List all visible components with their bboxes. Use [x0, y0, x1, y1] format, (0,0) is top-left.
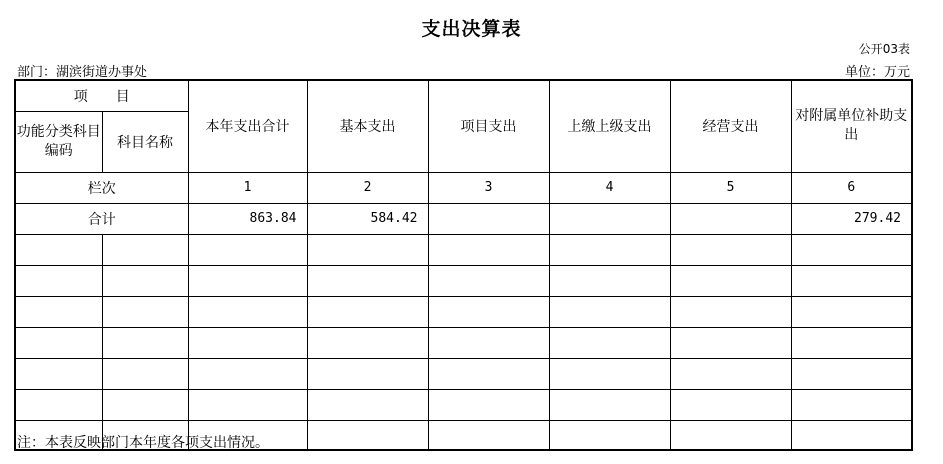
- empty-cell: [549, 296, 670, 327]
- empty-cell: [15, 389, 102, 420]
- total-value-2: 584.42: [307, 203, 428, 234]
- empty-cell: [102, 296, 188, 327]
- empty-cell: [188, 234, 307, 265]
- header-subsidy: 对附属单位补助支出: [791, 80, 912, 172]
- table-row: [15, 389, 912, 420]
- empty-cell: [549, 265, 670, 296]
- table-row: [15, 234, 912, 265]
- table-row: [15, 265, 912, 296]
- index-col-2: 2: [307, 172, 428, 203]
- empty-cell: [15, 234, 102, 265]
- header-total: 本年支出合计: [188, 80, 307, 172]
- empty-cell: [15, 327, 102, 358]
- empty-cell: [15, 358, 102, 389]
- index-col-4: 4: [549, 172, 670, 203]
- empty-cell: [791, 358, 912, 389]
- empty-cell: [791, 296, 912, 327]
- empty-cell: [102, 327, 188, 358]
- empty-cell: [428, 389, 549, 420]
- empty-cell: [791, 234, 912, 265]
- empty-cell: [428, 327, 549, 358]
- index-col-1: 1: [188, 172, 307, 203]
- header-item: 项 目: [15, 80, 188, 111]
- empty-cell: [670, 234, 791, 265]
- empty-cell: [307, 389, 428, 420]
- empty-cell: [102, 265, 188, 296]
- empty-cell: [549, 389, 670, 420]
- header-project: 项目支出: [428, 80, 549, 172]
- empty-cell: [188, 389, 307, 420]
- empty-cell: [188, 327, 307, 358]
- header-remit: 上缴上级支出: [549, 80, 670, 172]
- empty-cell: [549, 327, 670, 358]
- footnote: 注：本表反映部门本年度各项支出情况。: [17, 435, 269, 451]
- empty-cell: [188, 265, 307, 296]
- empty-cell: [307, 327, 428, 358]
- empty-cell: [428, 234, 549, 265]
- empty-cell: [670, 420, 791, 450]
- empty-cell: [307, 420, 428, 450]
- index-row-label: 栏次: [15, 172, 188, 203]
- empty-cell: [102, 358, 188, 389]
- department-label: 部门：湖滨街道办事处: [17, 65, 148, 80]
- header-basic: 基本支出: [307, 80, 428, 172]
- empty-cell: [791, 327, 912, 358]
- empty-cell: [102, 389, 188, 420]
- table-row: [15, 327, 912, 358]
- empty-cell: [549, 420, 670, 450]
- empty-cell: [791, 389, 912, 420]
- empty-cell: [15, 296, 102, 327]
- unit-label: 单位：万元: [844, 65, 910, 80]
- empty-cell: [428, 265, 549, 296]
- index-col-3: 3: [428, 172, 549, 203]
- page-title: 支出决算表: [421, 18, 522, 40]
- total-value-5: [670, 203, 791, 234]
- total-value-4: [549, 203, 670, 234]
- empty-cell: [670, 327, 791, 358]
- expenditure-table: [14, 79, 913, 451]
- table-row: [15, 358, 912, 389]
- total-row-label: 合计: [15, 203, 188, 234]
- total-value-1: 863.84: [188, 203, 307, 234]
- empty-cell: [549, 234, 670, 265]
- header-business: 经营支出: [670, 80, 791, 172]
- total-value-6: 279.42: [791, 203, 912, 234]
- empty-cell: [188, 296, 307, 327]
- empty-cell: [428, 420, 549, 450]
- index-col-5: 5: [670, 172, 791, 203]
- header-subject-name: 科目名称: [102, 111, 188, 172]
- empty-cell: [670, 389, 791, 420]
- table-row: [15, 296, 912, 327]
- empty-cell: [791, 265, 912, 296]
- index-col-6: 6: [791, 172, 912, 203]
- empty-cell: [15, 265, 102, 296]
- empty-cell: [428, 296, 549, 327]
- empty-cell: [549, 358, 670, 389]
- total-value-3: [428, 203, 549, 234]
- empty-cell: [670, 265, 791, 296]
- empty-cell: [307, 265, 428, 296]
- empty-cell: [670, 358, 791, 389]
- empty-cell: [188, 358, 307, 389]
- empty-cell: [307, 296, 428, 327]
- empty-cell: [428, 358, 549, 389]
- empty-cell: [791, 420, 912, 450]
- form-code: 公开03表: [858, 42, 910, 56]
- empty-cell: [307, 234, 428, 265]
- empty-cell: [670, 296, 791, 327]
- empty-cell: [307, 358, 428, 389]
- header-func-code: 功能分类科目编码: [15, 111, 102, 172]
- empty-cell: [102, 234, 188, 265]
